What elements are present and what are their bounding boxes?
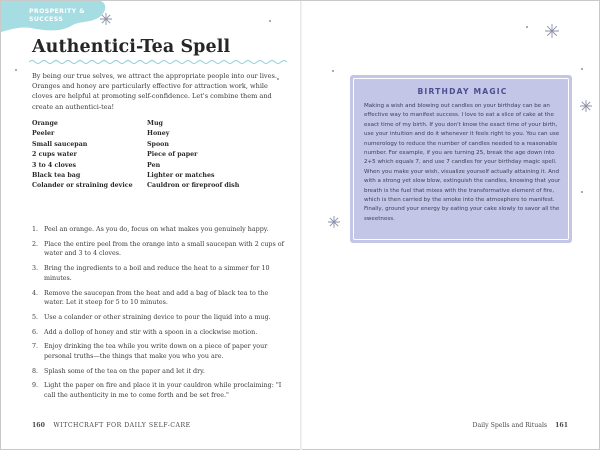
step-text: Light the paper on fire and place it in your cauldron while proclaiming: "I call the authenticity in me to come forth and be set free." [44,382,282,400]
ingredient-item: Lighter or matches [147,171,215,179]
step-number: 2. [32,240,39,248]
ingredient-item: Pen [147,161,161,169]
step-item [32,264,286,283]
step-text: Peel an orange. As you do, focus on what makes you genuinely happy. [44,226,269,233]
step-text: Bring the ingredients to a boil and reduce the heat to a simmer for 10 minutes. [44,265,270,282]
sparkle-star-icon [544,23,560,39]
section-title-footer: Daily Spells and Rituals [472,422,548,429]
sparkle-star-icon [327,215,341,229]
sidebar-body: Making a wish and blowing out candles on your birthday can be an effective way to manifest success. I love to eat a slice of cake at the exact time of my birth. If you don't know the exact time of your birth, use your intuition and do it whenever it feels right to you. You can use numerology to reduce the number of candles needed to a reasonable number. For example, if you are turning 25, break the age down into 2+5 which equals 7, and use 7 candles for your birthday magic spell. When you make your wish, visualize yourself actually attaining it. And with a strong yet slow blow, extinguish the candles, knowing that your breath is the fuel that mixes with the transformative element of fire, which is then carried by the smoke into the atmosphere to manifest. Finally, ground your energy by eating your cake slowly to savor all the sweetness. [364,103,561,222]
ingredient-item: Black tea bag [32,171,81,179]
step-item [32,328,286,338]
ingredient-item: 2 cups water [32,151,77,159]
step-text: Remove the saucepan from the heat and add a bag of black tea to the water. Let it steep for 5 to 10 minutes. [44,289,269,307]
ingredients-list [32,120,286,193]
step-item [32,225,286,235]
ingredient-row [32,151,286,161]
dot-icon [269,20,271,22]
step-item [32,313,286,323]
step-number: 8. [32,367,39,375]
ingredient-row [32,141,286,151]
category-label: PROSPERITY & SUCCESS [29,8,85,23]
book-spine [300,1,302,450]
ingredient-row [32,120,286,130]
step-number: 9. [32,382,39,390]
sparkle-star-icon [579,99,593,113]
step-number: 5. [32,313,39,321]
ingredient-item: Piece of paper [147,151,198,159]
sidebar-inner-border [353,78,569,240]
sidebar-title: BIRTHDAY MAGIC [417,87,508,96]
book-title-footer: WITCHCRAFT FOR DAILY SELF-CARE [53,422,191,429]
ingredient-item: Peeler [32,130,55,138]
ingredient-item: Spoon [147,140,169,148]
ingredient-item: Small saucepan [32,140,88,148]
step-item [32,367,286,377]
step-number: 7. [32,343,39,351]
ingredient-row [32,130,286,140]
title-wave-divider [29,59,291,65]
sparkle-star-icon [99,12,113,26]
step-item [32,342,286,361]
step-text: Enjoy drinking the tea while you write down on a piece of paper your personal truths—the things that make you who you are. [44,343,268,361]
intro-paragraph: By being our true selves, we attract the appropriate people into our lives. Oranges and honey are particularly effective for attraction work, while cloves are helpful at promoting self-confidence. Let's combine them and create an authentici-tea! [32,72,277,111]
birthday-magic-sidebar [350,75,572,243]
page-title: Authentici-Tea Spell [32,37,231,57]
dot-icon [15,69,17,71]
step-text: Add a dollop of honey and stir with a spoon in a clockwise motion. [44,328,258,336]
step-item [32,289,286,308]
left-page-footer [32,422,191,429]
ingredient-item: Orange [32,120,58,127]
ingredient-item: Cauldron or fireproof dish [147,182,240,190]
step-number: 3. [32,265,39,273]
ingredient-item: Mug [147,120,163,127]
step-item [32,240,286,259]
ingredient-item: 3 to 4 cloves [32,161,77,169]
dot-icon [581,191,583,193]
step-number: 6. [32,328,39,336]
step-text: Use a colander or other straining device to pour the liquid into a mug. [44,313,271,321]
right-page-number: 161 [555,422,568,429]
step-number: 4. [32,289,39,297]
dot-icon [581,68,583,70]
step-item [32,381,286,400]
step-text: Splash some of the tea on the paper and let it dry. [44,367,205,375]
steps-list [32,225,286,406]
ingredient-item: Colander or straining device [32,182,133,190]
left-page-number: 160 [32,422,45,429]
right-page-footer [473,422,568,429]
ingredient-item: Honey [147,130,170,138]
step-text: Place the entire peel from the orange into a small saucepan with 2 cups of water and 3 to 4 cloves. [44,240,284,258]
dot-icon [526,26,528,28]
ingredient-row [32,172,286,182]
dot-icon [332,70,334,72]
step-number: 1. [32,226,39,233]
ingredient-row [32,182,286,192]
ingredient-row [32,162,286,172]
